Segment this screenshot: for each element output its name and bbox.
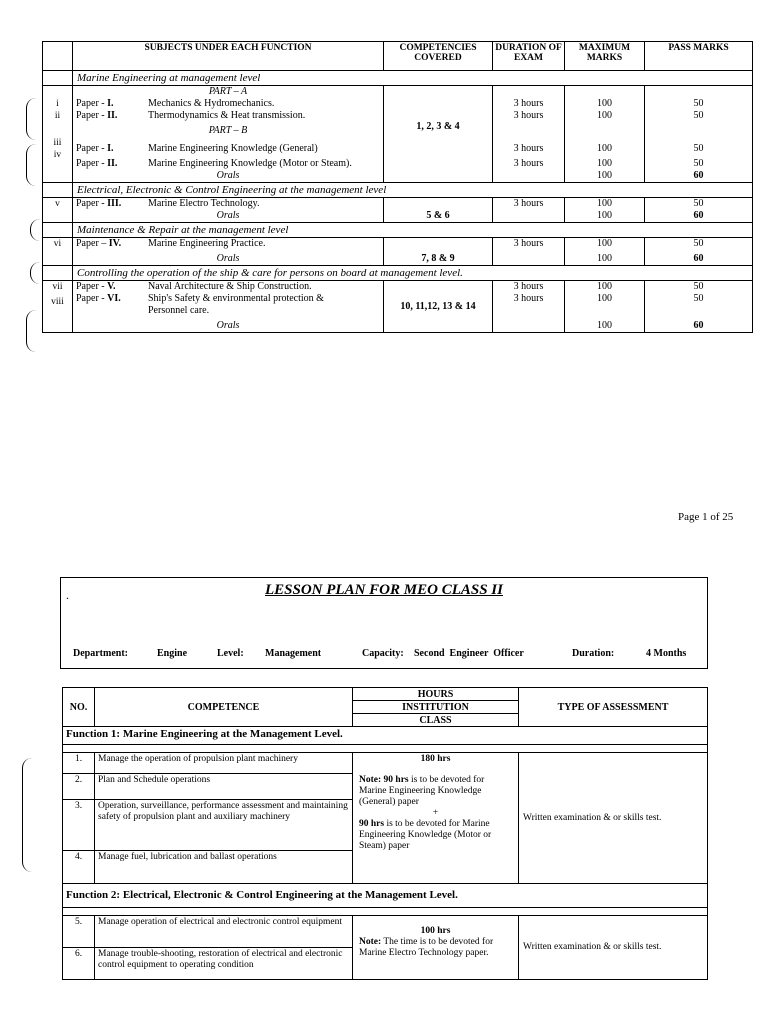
paper-row: Paper - I. Marine Engineering Knowledge (General) <box>76 143 318 154</box>
item-number: 3. <box>63 800 95 851</box>
row-roman: vii <box>52 282 63 292</box>
max-marks-value: 100 <box>597 210 612 221</box>
paper-row: Paper - I. Mechanics & Hydromechanics. <box>76 98 275 109</box>
paper-row: Paper - III. Marine Electro Technology. <box>76 198 260 209</box>
paper-row: Paper - II. Thermodynamics & Heat transmission. <box>76 110 306 121</box>
department-value: Engine <box>157 648 188 659</box>
department-label: Department: <box>73 648 128 659</box>
duration-value: 3 hours <box>493 198 565 223</box>
pass-marks-value: 50 <box>693 198 704 209</box>
row-roman: viii <box>51 297 64 307</box>
part-b-label: PART – B <box>208 125 248 136</box>
function-title: Function 1: Marine Engineering at the Management Level. <box>63 727 708 745</box>
competence-item: Manage operation of electrical and electronic control equipment <box>95 916 353 948</box>
assessment-header: TYPE OF ASSESSMENT <box>519 688 708 727</box>
pass-marks-value: 50 <box>693 158 704 169</box>
competence-item: Manage the operation of propulsion plant machinery <box>95 753 353 774</box>
lesson-plan-header <box>60 577 708 669</box>
max-marks-value: 100 <box>597 110 612 121</box>
orals-label: Orals <box>216 210 240 221</box>
capacity-value: Second Engineer Officer <box>414 648 524 659</box>
capacity-label: Capacity: <box>362 648 404 659</box>
duration-value: 4 Months <box>646 648 687 659</box>
hours-cell <box>353 916 519 980</box>
competencies-cell: 7, 8 & 9 <box>384 238 493 266</box>
class-header: CLASS <box>353 714 519 727</box>
max-marks-value: 100 <box>597 143 612 154</box>
assessment-cell: Written examination & or skills test. <box>519 916 708 980</box>
assessment-cell: Written examination & or skills test. <box>519 753 708 884</box>
brace-mark <box>26 310 36 352</box>
level-label: Level: <box>217 648 244 659</box>
row-roman: ii <box>54 111 61 121</box>
section-title: Maintenance & Repair at the management level <box>73 223 753 238</box>
brace-mark <box>26 144 36 186</box>
pass-marks-value: 50 <box>693 293 704 304</box>
pass-marks-value: 50 <box>693 238 704 249</box>
item-number: 4. <box>63 851 95 884</box>
max-marks-value: 100 <box>597 98 612 109</box>
exam-structure-table <box>42 41 753 333</box>
section-title: Marine Engineering at management level <box>73 71 753 86</box>
item-number: 5. <box>63 916 95 948</box>
paper-row: Paper - V. Naval Architecture & Ship Construction. <box>76 281 312 292</box>
row-roman: v <box>55 199 60 209</box>
pass-marks-value: 60 <box>693 170 704 181</box>
competence-item: Manage fuel, lubrication and ballast operations <box>95 851 353 884</box>
competencies-cell: 5 & 6 <box>384 198 493 223</box>
row-roman: iv <box>53 150 62 160</box>
pass-marks-value: 50 <box>693 98 704 109</box>
orals-label: Orals <box>216 170 240 181</box>
duration-label: Duration: <box>572 648 615 659</box>
competencies-cell: 1, 2, 3 & 4 <box>384 86 493 183</box>
max-marks-value: 100 <box>597 253 612 264</box>
page-number: Page 1 of 25 <box>678 511 734 523</box>
duration-value: 3 hours <box>513 98 544 109</box>
hours-header: HOURS <box>353 688 519 701</box>
level-value: Management <box>265 648 322 659</box>
duration-value: 3 hours <box>513 143 544 154</box>
orals-label: Orals <box>216 320 240 331</box>
paper-row: Paper – IV. Marine Engineering Practice. <box>76 238 266 249</box>
dot-mark: . <box>66 588 69 602</box>
duration-value: 3 hours <box>513 293 544 304</box>
duration-value: 3 hours <box>513 158 544 169</box>
max-marks-value: 100 <box>597 293 612 304</box>
item-number: 1. <box>63 753 95 774</box>
duration-header: DURATION OF EXAM <box>493 42 565 71</box>
competence-header: COMPETENCE <box>95 688 353 727</box>
max-marks-value: 100 <box>597 158 612 169</box>
pass-marks-value: 50 <box>693 110 704 121</box>
max-marks-value: 100 <box>597 238 612 249</box>
max-marks-value: 100 <box>597 198 612 209</box>
brace-mark <box>22 758 32 872</box>
section-title: Electrical, Electronic & Control Engineering at the management level <box>73 183 753 198</box>
function-title: Function 2: Electrical, Electronic & Control Engineering at the Management Level. <box>63 884 708 908</box>
hours-note: 90 hrs is to be devoted for Marine Engineering Knowledge (Motor or Steam) paper <box>359 819 492 851</box>
duration-value: 3 hours <box>513 281 544 292</box>
hours-cell <box>353 753 519 884</box>
hours-note: Note: 90 hrs is to be devoted for Marine Engineering Knowledge (General) paper <box>359 775 485 807</box>
pass-marks-header: PASS MARKS <box>645 42 753 71</box>
brace-mark <box>30 219 40 241</box>
part-a-label: PART – A <box>208 86 248 97</box>
pass-marks-value: 60 <box>693 210 704 221</box>
maximum-marks-header: MAXIMUM MARKS <box>565 42 645 71</box>
item-number: 6. <box>63 948 95 980</box>
pass-marks-value: 50 <box>693 143 704 154</box>
orals-label: Orals <box>216 253 240 264</box>
competence-item: Manage trouble-shooting, restoration of electrical and electronic control equipment to operating condition <box>95 948 353 980</box>
row-roman: vi <box>53 239 62 249</box>
max-marks-value: 100 <box>597 170 612 181</box>
brace-mark <box>26 98 36 140</box>
hours-value: 100 hrs <box>420 926 451 936</box>
institution-header: INSTITUTION <box>353 701 519 714</box>
competencies-cell: 10, 11,12, 13 & 14 <box>384 281 493 333</box>
lesson-plan-meta <box>73 648 686 659</box>
hours-note: Note: The time is to be devoted for Marine Electro Technology paper. <box>359 937 494 958</box>
duration-value: 3 hours <box>513 110 544 121</box>
competencies-header: COMPETENCIES COVERED <box>384 42 493 71</box>
max-marks-value: 100 <box>597 281 612 292</box>
duration-value: 3 hours <box>493 238 565 266</box>
plus-sign: + <box>432 808 439 818</box>
roman-header <box>43 42 73 71</box>
pass-marks-value: 50 <box>693 281 704 292</box>
max-marks-value: 100 <box>597 320 612 331</box>
no-header: NO. <box>63 688 95 727</box>
pass-marks-value: 60 <box>693 320 704 331</box>
paper-row: Paper - VI. Ship's Safety & environmental protection & Personnel care. <box>76 293 324 316</box>
row-roman: i <box>56 99 59 109</box>
lesson-plan-title: LESSON PLAN FOR MEO CLASS II <box>265 582 503 598</box>
paper-row: Paper - II. Marine Engineering Knowledge (Motor or Steam). <box>76 158 352 169</box>
hours-value: 180 hrs <box>420 754 451 764</box>
pass-marks-value: 60 <box>693 253 704 264</box>
competence-table <box>62 687 708 980</box>
subjects-header: SUBJECTS UNDER EACH FUNCTION <box>73 42 384 71</box>
section-title: Controlling the operation of the ship & care for persons on board at management level. <box>73 266 753 281</box>
brace-mark <box>30 262 40 284</box>
competence-item: Operation, surveillance, performance assessment and maintaining safety of propulsion plant and auxiliary machinery <box>95 800 353 851</box>
competence-item: Plan and Schedule operations <box>95 774 353 800</box>
row-roman: iii <box>53 138 62 148</box>
item-number: 2. <box>63 774 95 800</box>
